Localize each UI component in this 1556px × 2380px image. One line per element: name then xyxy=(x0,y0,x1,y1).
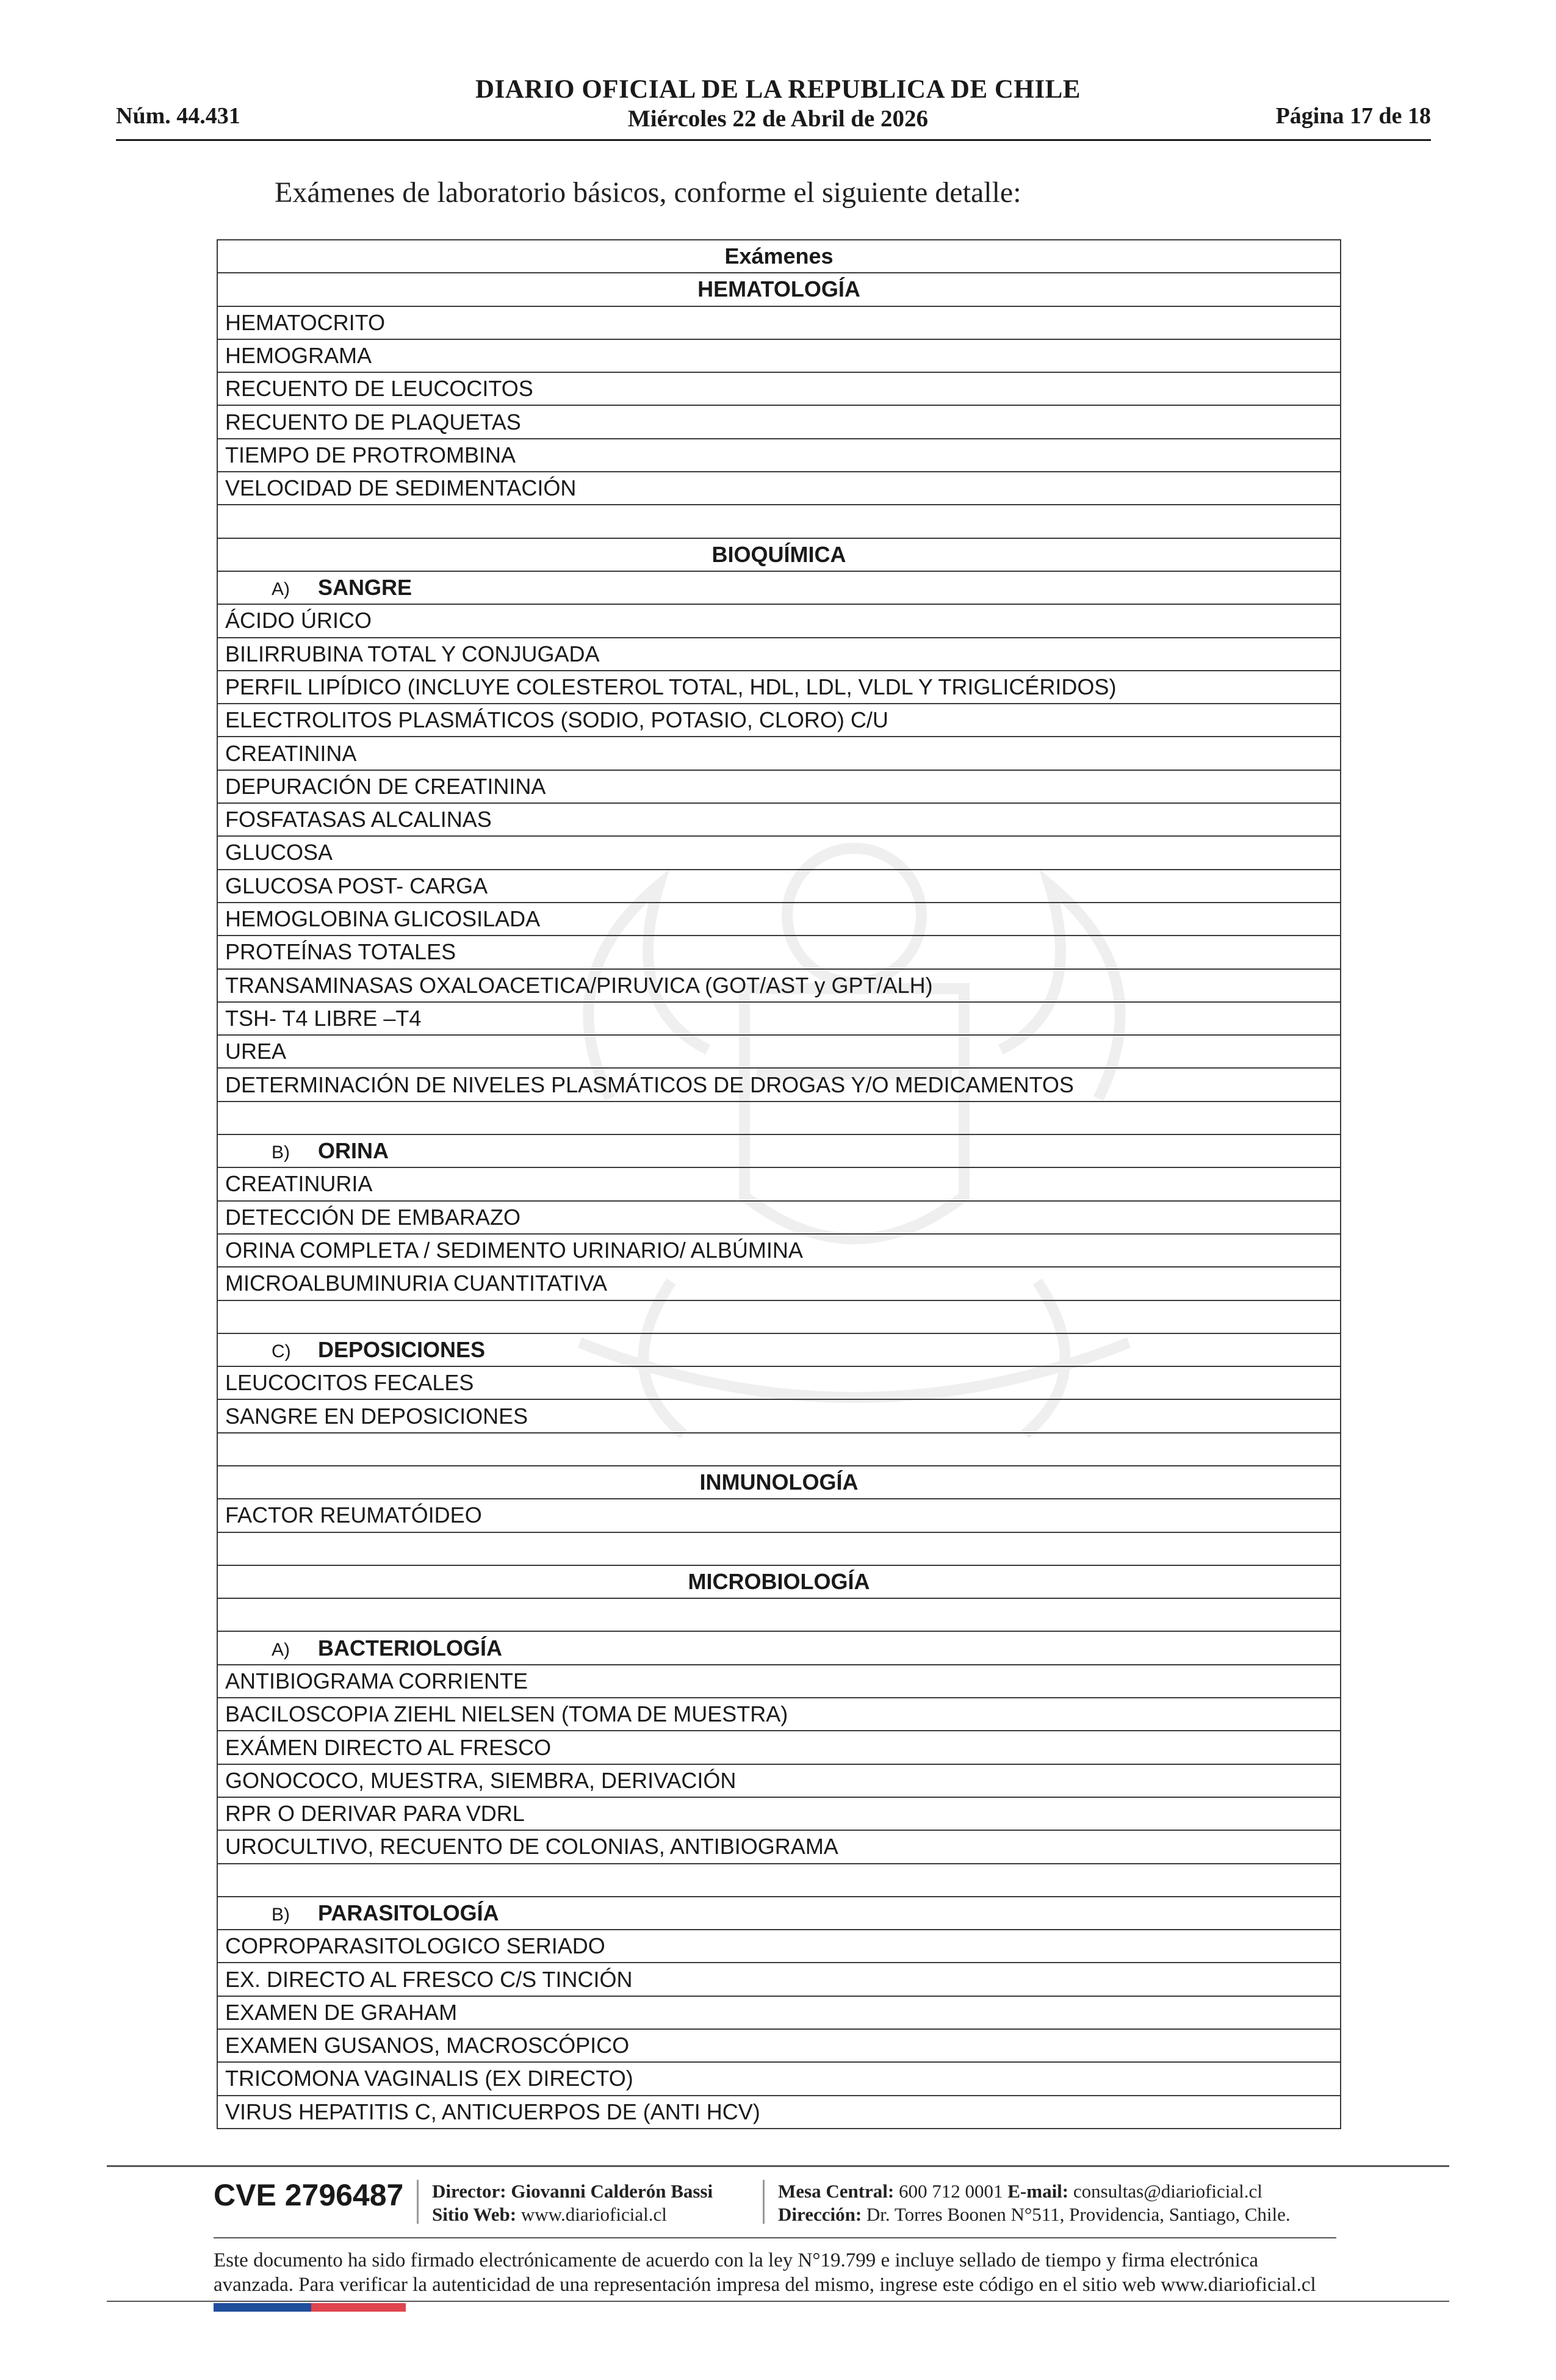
table-row-blank xyxy=(217,1433,1341,1466)
table-row-item xyxy=(217,1963,1341,1996)
exam-item: RPR O DERIVAR PARA VDRL xyxy=(217,1797,1341,1830)
table-row-subsection xyxy=(217,1333,1341,1366)
table-row-subsection xyxy=(217,1897,1341,1930)
exam-item: TRANSAMINASAS OXALOACETICA/PIRUVICA (GOT/AST y GPT/ALH) xyxy=(217,969,1341,1002)
table-row-item xyxy=(217,1035,1341,1068)
exam-item: GONOCOCO, MUESTRA, SIEMBRA, DERIVACIÓN xyxy=(217,1764,1341,1797)
table-row-item xyxy=(217,1764,1341,1797)
table-row-item xyxy=(217,1830,1341,1863)
subsection-heading xyxy=(217,571,1341,604)
footer-divider-bottom xyxy=(107,2301,1449,2302)
exam-item: VIRUS HEPATITIS C, ANTICUERPOS DE (ANTI HCV) xyxy=(217,2096,1341,2129)
exam-item: GLUCOSA xyxy=(217,836,1341,869)
exam-item: EX. DIRECTO AL FRESCO C/S TINCIÓN xyxy=(217,1963,1341,1996)
exam-item: HEMOGRAMA xyxy=(217,339,1341,372)
table-row-item xyxy=(217,405,1341,438)
table-row-title xyxy=(217,240,1341,273)
address-label: Dirección: xyxy=(778,2204,862,2225)
exam-item: HEMATOCRITO xyxy=(217,306,1341,339)
blank-cell xyxy=(217,1598,1341,1631)
table-row-item xyxy=(217,936,1341,968)
table-row-item xyxy=(217,2062,1341,2095)
exam-item: FOSFATASAS ALCALINAS xyxy=(217,803,1341,836)
exam-item: TIEMPO DE PROTROMBINA xyxy=(217,439,1341,472)
footer-separator xyxy=(417,2180,419,2224)
exam-item: PROTEÍNAS TOTALES xyxy=(217,936,1341,968)
legal-line: avanzada. Para verificar la autenticidad de una representación impresa del mismo, ingrese este código en el sitio web www.diarioficial.cl xyxy=(214,2274,1316,2296)
table-row-item xyxy=(217,472,1341,505)
exam-item: UREA xyxy=(217,1035,1341,1068)
exam-item: ORINA COMPLETA / SEDIMENTO URINARIO/ ALBÚMINA xyxy=(217,1234,1341,1267)
website-link[interactable]: www.diarioficial.cl xyxy=(520,2204,667,2225)
exam-item: MICROALBUMINURIA CUANTITATIVA xyxy=(217,1267,1341,1300)
table-row-blank xyxy=(217,1598,1341,1631)
address-value: Dr. Torres Boonen N°511, Providencia, Santiago, Chile. xyxy=(866,2204,1291,2225)
exam-item: RECUENTO DE PLAQUETAS xyxy=(217,405,1341,438)
blank-cell xyxy=(217,1300,1341,1333)
table-row-item xyxy=(217,2029,1341,2062)
exam-item: EXAMEN DE GRAHAM xyxy=(217,1996,1341,2029)
issue-date: Miércoles 22 de Abril de 2026 xyxy=(627,106,929,132)
table-row-item xyxy=(217,1665,1341,1698)
table-row-item xyxy=(217,638,1341,671)
subsection-name: BACTERIOLOGÍA xyxy=(318,1635,502,1661)
subsection-letter: A) xyxy=(272,1639,290,1660)
table-row-blank xyxy=(217,1300,1341,1333)
exam-item: COPROPARASITOLOGICO SERIADO xyxy=(217,1930,1341,1963)
exam-item: ÁCIDO ÚRICO xyxy=(217,604,1341,637)
exam-item: TRICOMONA VAGINALIS (EX DIRECTO) xyxy=(217,2062,1341,2095)
exam-item: BACILOSCOPIA ZIEHL NIELSEN (TOMA DE MUESTRA) xyxy=(217,1698,1341,1731)
subsection-name: ORINA xyxy=(318,1138,389,1164)
exam-item: UROCULTIVO, RECUENTO DE COLONIAS, ANTIBIOGRAMA xyxy=(217,1830,1341,1863)
blank-cell xyxy=(217,1433,1341,1466)
table-row-section xyxy=(217,1565,1341,1598)
exam-item: VELOCIDAD DE SEDIMENTACIÓN xyxy=(217,472,1341,505)
table-row-item xyxy=(217,2096,1341,2129)
lab-exams-body xyxy=(217,240,1341,2129)
exam-item: DEPURACIÓN DE CREATININA xyxy=(217,770,1341,803)
legal-notice xyxy=(214,2248,1373,2297)
section-heading: HEMATOLOGÍA xyxy=(217,273,1341,306)
subsection-letter: A) xyxy=(272,579,290,600)
exam-item: HEMOGLOBINA GLICOSILADA xyxy=(217,903,1341,936)
table-row-item xyxy=(217,1930,1341,1963)
table-row-subsection xyxy=(217,1134,1341,1167)
table-row-item xyxy=(217,1366,1341,1399)
table-row-item xyxy=(217,1167,1341,1200)
footer-divider-mid xyxy=(214,2237,1336,2238)
table-row-item xyxy=(217,969,1341,1002)
footer-contact-block xyxy=(778,2180,1291,2226)
phone-label: Mesa Central: xyxy=(778,2180,895,2202)
table-row-item xyxy=(217,1068,1341,1101)
exam-item: CREATINURIA xyxy=(217,1167,1341,1200)
subsection-heading xyxy=(217,1897,1341,1930)
table-row-item xyxy=(217,1201,1341,1234)
website-label: Sitio Web: xyxy=(432,2204,517,2225)
phone-value: 600 712 0001 xyxy=(899,2180,1003,2202)
table-row-item xyxy=(217,1267,1341,1300)
flag-stripe-blue xyxy=(214,2303,311,2312)
blank-cell xyxy=(217,1102,1341,1134)
exam-item: BILIRRUBINA TOTAL Y CONJUGADA xyxy=(217,638,1341,671)
subsection-heading xyxy=(217,1134,1341,1167)
table-row-item xyxy=(217,737,1341,770)
table-row-item xyxy=(217,704,1341,737)
email-label: E-mail: xyxy=(1007,2180,1069,2202)
table-row-blank xyxy=(217,1102,1341,1134)
exam-item: EXAMEN GUSANOS, MACROSCÓPICO xyxy=(217,2029,1341,2062)
subsection-letter: B) xyxy=(272,1904,290,1925)
blank-cell xyxy=(217,1532,1341,1565)
section-heading: INMUNOLOGÍA xyxy=(217,1466,1341,1499)
table-row-item xyxy=(217,604,1341,637)
table-row-item xyxy=(217,770,1341,803)
lab-exams-table xyxy=(217,239,1341,2129)
table-row-item xyxy=(217,1002,1341,1035)
table-row-item xyxy=(217,870,1341,903)
table-row-item xyxy=(217,671,1341,704)
table-row-item xyxy=(217,903,1341,936)
table-row-item xyxy=(217,836,1341,869)
section-heading: MICROBIOLOGÍA xyxy=(217,1565,1341,1598)
director-label: Director: xyxy=(432,2180,506,2202)
table-title: Exámenes xyxy=(217,240,1341,273)
exam-item: TSH- T4 LIBRE –T4 xyxy=(217,1002,1341,1035)
legal-line: Este documento ha sido firmado electrónicamente de acuerdo con la ley N°19.799 e incluye sellado de tiempo y firma electrónica xyxy=(214,2249,1259,2271)
table-row-item xyxy=(217,1399,1341,1432)
subsection-name: SANGRE xyxy=(318,575,412,600)
subsection-name: DEPOSICIONES xyxy=(318,1336,486,1362)
table-row-blank xyxy=(217,505,1341,538)
section-heading: BIOQUÍMICA xyxy=(217,538,1341,571)
table-row-item xyxy=(217,803,1341,836)
email-link[interactable]: consultas@diarioficial.cl xyxy=(1073,2180,1262,2202)
footer-separator xyxy=(763,2180,765,2224)
table-row-item xyxy=(217,1731,1341,1764)
footer-divider-top xyxy=(107,2165,1449,2167)
table-row-item xyxy=(217,1698,1341,1731)
subsection-heading xyxy=(217,1333,1341,1366)
blank-cell xyxy=(217,1864,1341,1897)
subsection-letter: B) xyxy=(272,1142,290,1163)
subsection-name: PARASITOLOGÍA xyxy=(318,1900,499,1925)
table-row-item xyxy=(217,372,1341,405)
table-row-section xyxy=(217,538,1341,571)
table-row-subsection xyxy=(217,1631,1341,1664)
table-row-section xyxy=(217,273,1341,306)
table-row-item xyxy=(217,439,1341,472)
table-row-item xyxy=(217,1499,1341,1532)
table-row-blank xyxy=(217,1532,1341,1565)
footer-director-block xyxy=(432,2180,713,2226)
header-divider xyxy=(116,139,1431,141)
exam-item: CREATININA xyxy=(217,737,1341,770)
exam-item: EXÁMEN DIRECTO AL FRESCO xyxy=(217,1731,1341,1764)
exam-item: DETECCIÓN DE EMBARAZO xyxy=(217,1201,1341,1234)
exam-item: GLUCOSA POST- CARGA xyxy=(217,870,1341,903)
exam-item: DETERMINACIÓN DE NIVELES PLASMÁTICOS DE DROGAS Y/O MEDICAMENTOS xyxy=(217,1068,1341,1101)
exam-item: ELECTROLITOS PLASMÁTICOS (SODIO, POTASIO, CLORO) C/U xyxy=(217,704,1341,737)
exam-item: SANGRE EN DEPOSICIONES xyxy=(217,1399,1341,1432)
table-row-blank xyxy=(217,1864,1341,1897)
flag-stripe-red xyxy=(311,2303,406,2312)
exam-item: ANTIBIOGRAMA CORRIENTE xyxy=(217,1665,1341,1698)
blank-cell xyxy=(217,505,1341,538)
subsection-letter: C) xyxy=(272,1341,291,1361)
page-indicator: Página 17 de 18 xyxy=(1275,103,1431,129)
table-row-item xyxy=(217,1797,1341,1830)
cve-code: CVE 2796487 xyxy=(214,2178,404,2212)
issue-number: Núm. 44.431 xyxy=(116,103,240,129)
director-name: Giovanni Calderón Bassi xyxy=(511,2180,713,2202)
table-row-item xyxy=(217,306,1341,339)
subsection-heading xyxy=(217,1631,1341,1664)
table-row-subsection xyxy=(217,571,1341,604)
table-row-item xyxy=(217,1234,1341,1267)
table-row-item xyxy=(217,339,1341,372)
table-row-section xyxy=(217,1466,1341,1499)
exam-item: FACTOR REUMATÓIDEO xyxy=(217,1499,1341,1532)
intro-text: Exámenes de laboratorio básicos, conforme el siguiente detalle: xyxy=(275,176,1021,209)
exam-item: PERFIL LIPÍDICO (INCLUYE COLESTEROL TOTAL, HDL, LDL, VLDL Y TRIGLICÉRIDOS) xyxy=(217,671,1341,704)
newspaper-title: DIARIO OFICIAL DE LA REPUBLICA DE CHILE xyxy=(475,75,1081,104)
table-row-item xyxy=(217,1996,1341,2029)
exam-item: RECUENTO DE LEUCOCITOS xyxy=(217,372,1341,405)
exam-item: LEUCOCITOS FECALES xyxy=(217,1366,1341,1399)
